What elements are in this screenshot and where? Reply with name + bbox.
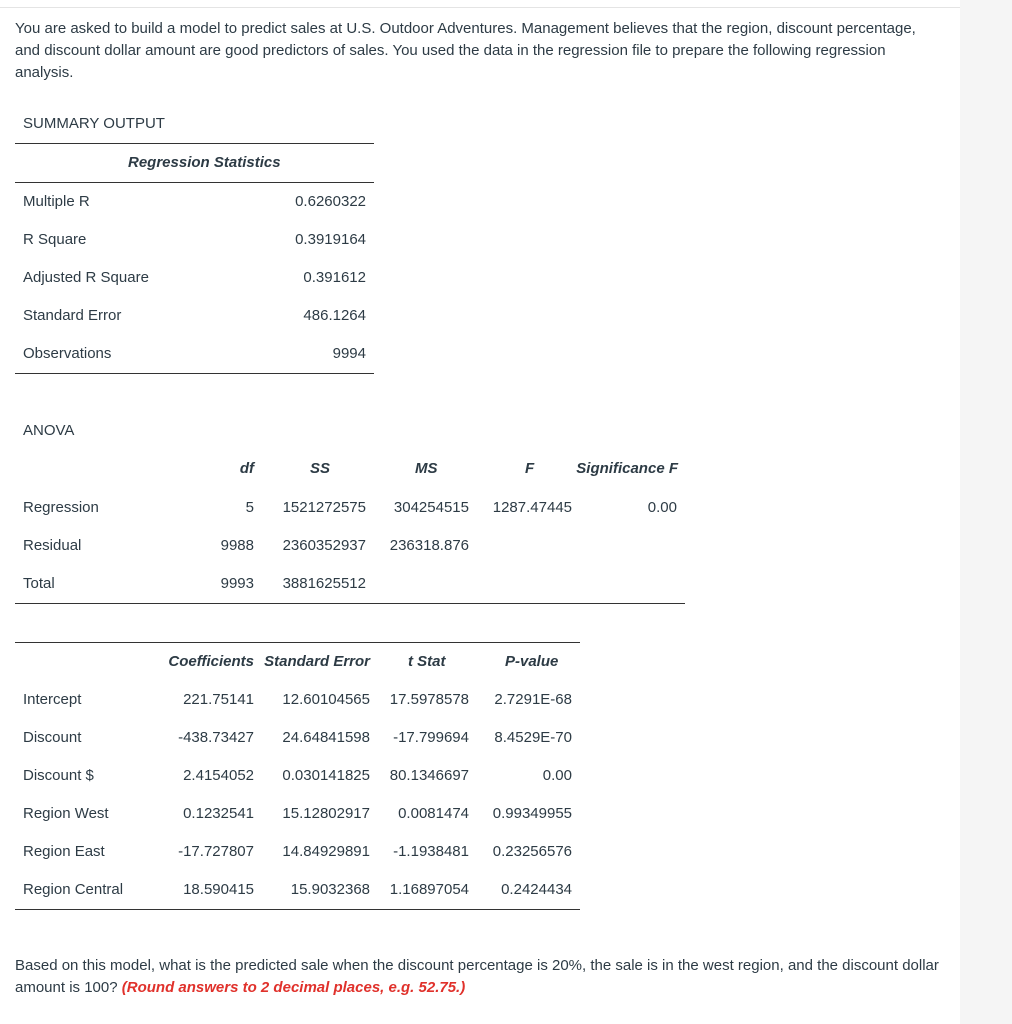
right-scroll-gutter — [960, 0, 1012, 1024]
question-body: Based on this model, what is the predicted sale when the discount percentage is 20%, the sale is in the west region, and the discount dollar amount is 100? — [15, 957, 939, 996]
anova-header-f: F — [525, 460, 535, 477]
standard-error-value: 24.64841598 — [282, 729, 370, 746]
table-rule — [15, 909, 580, 910]
table-rule — [15, 373, 374, 374]
standard-error-value: 12.60104565 — [282, 691, 370, 708]
table-rule — [15, 603, 685, 604]
coefficient-row — [15, 842, 580, 862]
stat-label: Observations — [23, 345, 112, 362]
regression-statistics-table — [15, 143, 374, 375]
question-text — [15, 955, 945, 999]
anova-row — [15, 498, 685, 518]
stat-value: 0.6260322 — [295, 193, 366, 210]
anova-significance-f: 0.00 — [647, 499, 677, 516]
regression-statistics-header: Regression Statistics — [128, 154, 281, 171]
coefficient-value: -17.727807 — [178, 843, 254, 860]
anova-df: 9993 — [220, 575, 254, 592]
anova-ss: 3881625512 — [282, 575, 366, 592]
p-value: 0.00 — [542, 767, 572, 784]
anova-row-label: Residual — [23, 537, 82, 554]
stat-value: 486.1264 — [303, 307, 366, 324]
header-coefficients: Coefficients — [168, 653, 254, 670]
p-value: 0.23256576 — [492, 843, 572, 860]
anova-ms: 236318.876 — [389, 537, 469, 554]
anova-row-label: Total — [23, 575, 55, 592]
table-rule — [15, 182, 374, 183]
p-value: 0.2424434 — [501, 881, 572, 898]
rounding-hint: (Round answers to 2 decimal places, e.g. 52.75.) — [121, 979, 466, 996]
coefficient-row — [15, 728, 580, 748]
variable-label: Discount — [23, 729, 82, 746]
anova-header-ss: SS — [310, 460, 331, 477]
coefficient-value: -438.73427 — [178, 729, 254, 746]
summary-output-title: SUMMARY OUTPUT — [23, 115, 165, 132]
variable-label: Region West — [23, 805, 109, 822]
stats-row — [15, 344, 374, 364]
t-stat-value: -17.799694 — [393, 729, 469, 746]
anova-df: 5 — [245, 499, 254, 516]
anova-f: 1287.47445 — [492, 499, 572, 516]
stats-row — [15, 230, 374, 250]
t-stat-value: -1.1938481 — [393, 843, 469, 860]
stat-label: R Square — [23, 231, 87, 248]
variable-label: Intercept — [23, 691, 82, 708]
coefficient-value: 2.4154052 — [183, 767, 254, 784]
anova-row — [15, 574, 685, 594]
stat-value: 9994 — [332, 345, 366, 362]
table-rule — [15, 143, 374, 144]
stat-value: 0.391612 — [303, 269, 366, 286]
t-stat-value: 0.0081474 — [398, 805, 469, 822]
p-value: 0.99349955 — [492, 805, 572, 822]
header-t-stat: t Stat — [408, 653, 446, 670]
coefficient-row — [15, 766, 580, 786]
table-rule — [15, 642, 580, 643]
stat-label: Adjusted R Square — [23, 269, 149, 286]
top-divider — [0, 7, 960, 8]
coefficient-row — [15, 804, 580, 824]
anova-ss: 1521272575 — [282, 499, 366, 516]
stats-row — [15, 268, 374, 288]
anova-header-row — [15, 459, 685, 479]
standard-error-value: 0.030141825 — [282, 767, 370, 784]
stats-row — [15, 306, 374, 326]
coefficient-value: 0.1232541 — [183, 805, 254, 822]
anova-row — [15, 536, 685, 556]
stat-value: 0.3919164 — [295, 231, 366, 248]
coefficient-value: 221.75141 — [183, 691, 254, 708]
p-value: 8.4529E-70 — [494, 729, 572, 746]
coefficient-row — [15, 880, 580, 900]
anova-title: ANOVA — [23, 422, 75, 439]
t-stat-value: 17.5978578 — [389, 691, 469, 708]
anova-header-significance-f: Significance F — [576, 460, 678, 477]
stat-label: Standard Error — [23, 307, 122, 324]
coefficient-row — [15, 690, 580, 710]
anova-header-df: df — [239, 460, 254, 477]
anova-ss: 2360352937 — [282, 537, 366, 554]
t-stat-value: 80.1346697 — [389, 767, 469, 784]
anova-table — [15, 459, 685, 605]
anova-row-label: Regression — [23, 499, 99, 516]
intro-text: You are asked to build a model to predict sales at U.S. Outdoor Adventures. Management believes that the region, discount percentage, and discount dollar amount are good predictors of sales. You used the data in the regression file to prepare the following regression analysis. — [15, 20, 916, 81]
coefficient-value: 18.590415 — [183, 881, 254, 898]
header-p-value: P-value — [505, 653, 559, 670]
coefficients-table — [15, 642, 580, 912]
t-stat-value: 1.16897054 — [389, 881, 469, 898]
anova-df: 9988 — [220, 537, 254, 554]
p-value: 2.7291E-68 — [494, 691, 572, 708]
variable-label: Discount $ — [23, 767, 94, 784]
coefficients-header-row — [15, 652, 580, 672]
variable-label: Region East — [23, 843, 105, 860]
anova-ms: 304254515 — [393, 499, 469, 516]
standard-error-value: 15.12802917 — [282, 805, 370, 822]
variable-label: Region Central — [23, 881, 124, 898]
header-standard-error: Standard Error — [264, 653, 370, 670]
standard-error-value: 14.84929891 — [282, 843, 370, 860]
anova-header-ms: MS — [415, 460, 438, 477]
stats-row — [15, 192, 374, 212]
stat-label: Multiple R — [23, 193, 90, 210]
standard-error-value: 15.9032368 — [290, 881, 370, 898]
